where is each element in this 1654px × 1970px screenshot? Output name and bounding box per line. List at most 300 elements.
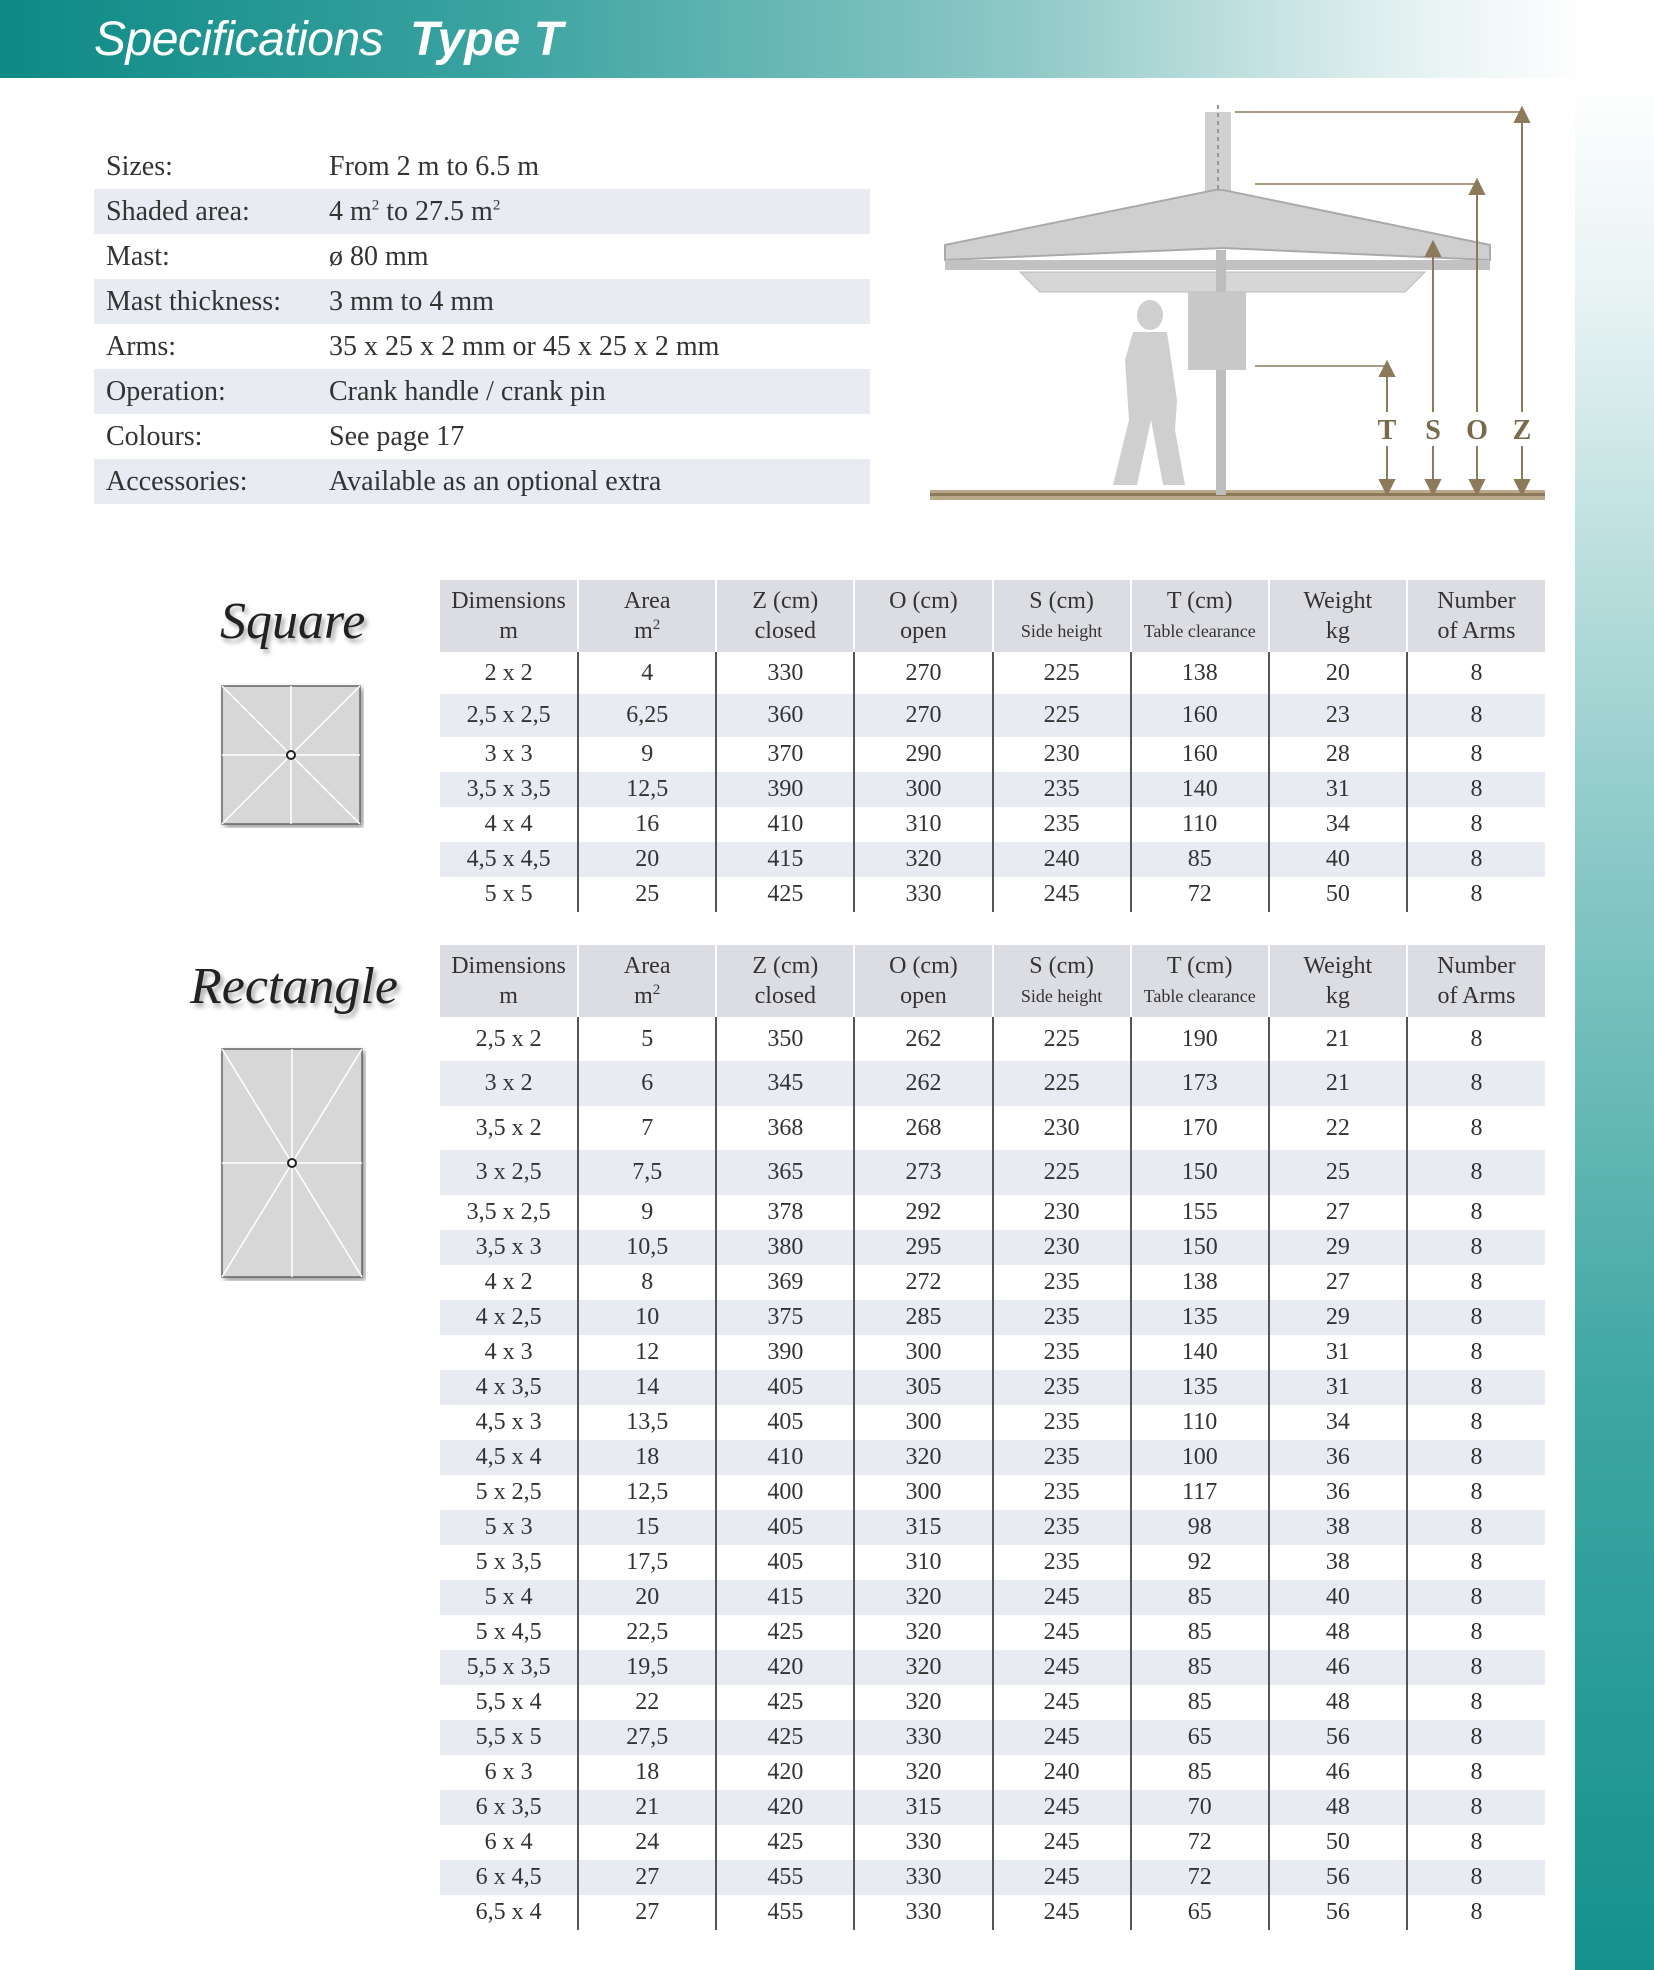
table-cell: 10,5: [578, 1230, 716, 1265]
table-cell: 21: [1269, 1061, 1407, 1106]
table-cell: 140: [1131, 1335, 1269, 1370]
table-cell: 410: [716, 807, 854, 842]
spec-label: Arms:: [106, 330, 176, 362]
spec-label: Colours:: [106, 420, 203, 452]
table-cell: 25: [1269, 1150, 1407, 1195]
table-row: [440, 1860, 1545, 1895]
table-cell: 8: [1407, 1685, 1545, 1720]
table-cell: 72: [1131, 877, 1269, 912]
table-cell: 245: [993, 1825, 1131, 1860]
table-cell: 36: [1269, 1440, 1407, 1475]
table-cell: 8: [1407, 1860, 1545, 1895]
table-cell: 8: [1407, 737, 1545, 772]
table-cell: 300: [854, 772, 992, 807]
table-cell: 135: [1131, 1370, 1269, 1405]
table-cell: 72: [1131, 1825, 1269, 1860]
table-row: [440, 1405, 1545, 1440]
table-cell: 8: [1407, 1300, 1545, 1335]
table-cell: 27: [578, 1860, 716, 1895]
table-cell: 320: [854, 842, 992, 877]
table-cell: 405: [716, 1545, 854, 1580]
table-cell: 5 x 4,5: [475, 1619, 542, 1645]
dimension-letter-t: T: [1377, 415, 1397, 446]
table-row: [440, 1265, 1545, 1300]
table-cell: 3,5 x 3,5: [440, 772, 578, 807]
dimension-letter-z: Z: [1512, 415, 1532, 446]
table-cell: 310: [854, 1545, 992, 1580]
table-cell: 415: [716, 1580, 854, 1615]
table-cell: 8: [1407, 694, 1545, 737]
table-cell: 65: [1131, 1895, 1269, 1930]
table-cell: 3,5 x 2,5: [466, 1199, 551, 1225]
table-cell: 8: [1407, 1895, 1545, 1930]
table-cell: 8: [1407, 1790, 1545, 1825]
page-title: Specifications: [94, 13, 384, 66]
table-cell: 300: [854, 1475, 992, 1510]
table-cell: 2,5 x 2,5: [440, 694, 578, 737]
table-cell: 98: [1131, 1510, 1269, 1545]
table-cell: 320: [854, 1580, 992, 1615]
spec-row: [94, 189, 870, 234]
table-cell: 2,5 x 2: [475, 1025, 542, 1052]
table-cell: 350: [716, 1017, 854, 1061]
rectangle-plan-icon: [218, 1045, 366, 1281]
table-cell: 20: [578, 1580, 716, 1615]
table-cell: 3 x 2,5: [440, 1150, 578, 1195]
table-cell: 272: [854, 1265, 992, 1300]
table-cell: 12: [578, 1335, 716, 1370]
table-cell: 46: [1269, 1755, 1407, 1790]
table-cell: 25: [578, 877, 716, 912]
table-cell: 235: [993, 1370, 1131, 1405]
ground-line: [930, 493, 1545, 496]
table-cell: 400: [716, 1475, 854, 1510]
table-cell: 8: [1407, 1475, 1545, 1510]
square-spec-table: [440, 580, 1545, 912]
table-cell: 405: [716, 1405, 854, 1440]
table-cell: 4 x 3,5: [440, 1370, 578, 1405]
spec-value: 4 $m^2$ to 27.5 $m^2$: [329, 195, 501, 227]
column-header: O (cm) open: [854, 945, 992, 1017]
table-cell: 85: [1131, 1650, 1269, 1685]
table-cell: 4,5 x 4: [440, 1440, 578, 1475]
column-header: S (cm) Side height: [993, 580, 1131, 652]
table-row: [440, 1106, 1545, 1150]
column-header: T (cm) Table clearance: [1131, 580, 1269, 652]
table-cell: 31: [1269, 1335, 1407, 1370]
table-cell: 70: [1131, 1790, 1269, 1825]
table-row: [440, 807, 1545, 842]
table-cell: 6: [578, 1061, 716, 1106]
table-cell: 425: [716, 1720, 854, 1755]
rectangle-spec-table: [440, 945, 1545, 1930]
table-cell: 330: [854, 1825, 992, 1860]
spec-value: 3 mm to 4 mm: [329, 285, 494, 317]
table-cell: 7: [578, 1106, 716, 1150]
table-row: [440, 1061, 1545, 1106]
table-cell: 245: [993, 1685, 1131, 1720]
letter-backdrop: [1373, 412, 1533, 446]
table-cell: 8: [1407, 652, 1545, 694]
table-cell: 8: [1407, 1650, 1545, 1685]
table-cell: 330: [854, 1720, 992, 1755]
spec-value: From 2 m to 6.5 m: [329, 150, 540, 182]
table-cell: 235: [993, 1440, 1131, 1475]
table-cell: 5: [578, 1017, 716, 1061]
table-cell: 6,5 x 4: [475, 1899, 542, 1925]
table-cell: 245: [993, 1860, 1131, 1895]
table-cell: 290: [854, 737, 992, 772]
canopy: [945, 190, 1490, 260]
table-cell: 48: [1269, 1790, 1407, 1825]
table-cell: 48: [1269, 1685, 1407, 1720]
table-cell: 40: [1269, 842, 1407, 877]
table-cell: 34: [1269, 807, 1407, 842]
table-cell: 22: [1269, 1106, 1407, 1150]
column-header: Z (cm) closed: [716, 580, 854, 652]
table-cell: 8: [1407, 1230, 1545, 1265]
table-cell: 23: [1269, 694, 1407, 737]
spec-label: Shaded area:: [106, 195, 250, 227]
table-cell: 100: [1131, 1440, 1269, 1475]
table-cell: 245: [993, 1790, 1131, 1825]
table-cell: 31: [1269, 1370, 1407, 1405]
table-cell: 245: [993, 877, 1131, 912]
table-cell: 22: [578, 1685, 716, 1720]
table-cell: 50: [1269, 1825, 1407, 1860]
table-cell: 22,5: [578, 1615, 716, 1650]
table-row: [440, 842, 1545, 877]
table-row: [440, 1825, 1545, 1860]
table-cell: 415: [716, 842, 854, 877]
spec-value: 35 x 25 x 2 mm or 45 x 25 x 2 mm: [329, 330, 720, 362]
table-cell: 225: [993, 1061, 1131, 1106]
table-cell: 8: [1407, 1545, 1545, 1580]
table-cell: 230: [993, 1195, 1131, 1230]
spec-value: ø 80 mm: [329, 240, 429, 272]
column-header: Dimensions m: [440, 580, 578, 652]
table-header-row: [440, 945, 1545, 1017]
table-cell: 270: [854, 652, 992, 694]
table-cell: 8: [1407, 1335, 1545, 1370]
table-cell: 245: [993, 1895, 1131, 1930]
table-cell: 17,5: [578, 1545, 716, 1580]
column-header: Area $m^2$: [578, 580, 716, 652]
person-silhouette: [1113, 332, 1185, 485]
table-cell: 4: [578, 652, 716, 694]
table-cell: 12,5: [578, 1475, 716, 1510]
spec-row: [94, 414, 870, 459]
table-cell: 240: [993, 1755, 1131, 1790]
table-cell: 425: [716, 1685, 854, 1720]
table-cell: 8: [1407, 1405, 1545, 1440]
table-cell: 85: [1131, 1580, 1269, 1615]
spec-value: Crank handle / crank pin: [329, 375, 606, 407]
spec-label: Mast thickness:: [106, 285, 281, 317]
table-cell: 235: [993, 1335, 1131, 1370]
square-plan-icon: [218, 682, 364, 828]
table-cell: 7,5: [578, 1150, 716, 1195]
table-cell: 305: [854, 1370, 992, 1405]
spec-label: Sizes:: [106, 150, 173, 182]
table-cell: 245: [993, 1580, 1131, 1615]
table-cell: 16: [578, 807, 716, 842]
table-cell: 273: [854, 1150, 992, 1195]
table-cell: 38: [1269, 1545, 1407, 1580]
table-row: [440, 1580, 1545, 1615]
table-cell: 65: [1131, 1720, 1269, 1755]
rectangle-section-title: Rectangle: [190, 958, 398, 1015]
table-row: [440, 1755, 1545, 1790]
table-cell: 170: [1131, 1106, 1269, 1150]
table-cell: 12,5: [578, 772, 716, 807]
folded-canopy: [1188, 292, 1246, 370]
table-cell: 390: [716, 772, 854, 807]
spec-value: Available as an optional extra: [329, 465, 662, 497]
header-banner: [0, 0, 1654, 78]
table-cell: 245: [993, 1720, 1131, 1755]
table-cell: 5 x 5: [484, 881, 533, 907]
table-cell: 295: [854, 1230, 992, 1265]
table-cell: 48: [1269, 1615, 1407, 1650]
spec-row: [94, 369, 870, 414]
spec-row: [94, 144, 870, 189]
decorative-side-band: [1575, 78, 1654, 1970]
spec-row: [94, 234, 870, 279]
table-cell: 31: [1269, 772, 1407, 807]
table-cell: 18: [578, 1440, 716, 1475]
table-cell: 410: [716, 1440, 854, 1475]
table-cell: 425: [716, 1615, 854, 1650]
table-cell: 225: [993, 1150, 1131, 1195]
table-cell: 8: [1407, 772, 1545, 807]
table-cell: 38: [1269, 1510, 1407, 1545]
spec-value: See page 17: [329, 420, 465, 452]
table-cell: 330: [854, 1895, 992, 1930]
table-cell: 230: [993, 1230, 1131, 1265]
table-cell: 6 x 4,5: [440, 1860, 578, 1895]
table-cell: 138: [1131, 652, 1269, 694]
table-cell: 27: [578, 1895, 716, 1930]
table-cell: 330: [854, 1860, 992, 1895]
table-row: [440, 772, 1545, 807]
table-cell: 300: [854, 1405, 992, 1440]
table-cell: 5,5 x 3,5: [440, 1650, 578, 1685]
table-cell: 390: [716, 1335, 854, 1370]
table-cell: 6 x 3: [484, 1759, 533, 1785]
table-cell: 225: [993, 1017, 1131, 1061]
table-cell: 320: [854, 1685, 992, 1720]
table-row: [440, 877, 1545, 912]
square-section-title: Square: [220, 593, 366, 650]
table-cell: 285: [854, 1300, 992, 1335]
table-row: [440, 1335, 1545, 1370]
table-cell: 320: [854, 1615, 992, 1650]
table-row: [440, 1300, 1545, 1335]
table-row: [440, 1615, 1545, 1650]
table-cell: 420: [716, 1790, 854, 1825]
mast: [1216, 250, 1226, 495]
table-cell: 20: [1269, 652, 1407, 694]
table-cell: 455: [716, 1895, 854, 1930]
column-header: S (cm) Side height: [993, 945, 1131, 1017]
table-cell: 368: [716, 1106, 854, 1150]
table-cell: 6 x 3,5: [440, 1790, 578, 1825]
table-cell: 315: [854, 1510, 992, 1545]
table-cell: 8: [1407, 1510, 1545, 1545]
parasol-dimension-diagram: [925, 100, 1550, 510]
table-cell: 8: [1407, 1370, 1545, 1405]
table-cell: 9: [578, 1195, 716, 1230]
table-row: [440, 737, 1545, 772]
table-cell: 14: [578, 1370, 716, 1405]
product-type: Type T: [410, 13, 563, 66]
table-cell: 320: [854, 1440, 992, 1475]
table-cell: 245: [993, 1650, 1131, 1685]
table-cell: 235: [993, 1545, 1131, 1580]
table-cell: 4 x 2: [484, 1269, 533, 1295]
table-cell: 50: [1269, 877, 1407, 912]
person-head: [1137, 300, 1163, 330]
column-header: Dimensions m: [440, 945, 578, 1017]
table-cell: 160: [1131, 694, 1269, 737]
table-cell: 72: [1131, 1860, 1269, 1895]
table-cell: 262: [854, 1017, 992, 1061]
spec-label: Operation:: [106, 375, 226, 407]
table-cell: 135: [1131, 1300, 1269, 1335]
table-cell: 4,5 x 3: [475, 1409, 542, 1435]
table-cell: 8: [1407, 807, 1545, 842]
table-cell: 8: [1407, 1615, 1545, 1650]
table-cell: 425: [716, 1825, 854, 1860]
table-row: [440, 1230, 1545, 1265]
column-header: Z (cm) closed: [716, 945, 854, 1017]
table-cell: 3 x 3: [484, 741, 533, 767]
table-cell: 8: [1407, 877, 1545, 912]
table-row: [440, 1017, 1545, 1061]
table-cell: 310: [854, 807, 992, 842]
table-cell: 8: [1407, 1755, 1545, 1790]
table-row: [440, 1720, 1545, 1755]
column-header: O (cm) open: [854, 580, 992, 652]
spec-row: [94, 279, 870, 324]
table-cell: 268: [854, 1106, 992, 1150]
table-cell: 425: [716, 877, 854, 912]
table-cell: 117: [1131, 1475, 1269, 1510]
table-cell: 85: [1131, 842, 1269, 877]
table-cell: 420: [716, 1650, 854, 1685]
table-cell: 190: [1131, 1017, 1269, 1061]
table-cell: 4 x 3: [484, 1339, 533, 1365]
table-cell: 56: [1269, 1720, 1407, 1755]
table-cell: 3,5 x 2: [475, 1114, 542, 1141]
table-cell: 405: [716, 1510, 854, 1545]
table-cell: 360: [716, 694, 854, 737]
table-cell: 8: [1407, 1061, 1545, 1106]
table-cell: 8: [1407, 1440, 1545, 1475]
table-cell: 455: [716, 1860, 854, 1895]
table-cell: 2 x 2: [484, 659, 533, 686]
table-cell: 5 x 3,5: [475, 1549, 542, 1575]
dimension-letter-s: S: [1425, 415, 1441, 446]
table-cell: 15: [578, 1510, 716, 1545]
table-row: [440, 1545, 1545, 1580]
table-cell: 173: [1131, 1061, 1269, 1106]
table-cell: 380: [716, 1230, 854, 1265]
table-cell: 369: [716, 1265, 854, 1300]
table-cell: 3,5 x 3: [440, 1230, 578, 1265]
table-row: [440, 694, 1545, 737]
column-header: Number of Arms: [1407, 945, 1545, 1017]
table-cell: 320: [854, 1650, 992, 1685]
table-row: [440, 1370, 1545, 1405]
table-cell: 235: [993, 1510, 1131, 1545]
table-cell: 138: [1131, 1265, 1269, 1300]
table-cell: 365: [716, 1150, 854, 1195]
table-cell: 235: [993, 1475, 1131, 1510]
table-cell: 19,5: [578, 1650, 716, 1685]
table-cell: 46: [1269, 1650, 1407, 1685]
table-cell: 235: [993, 1300, 1131, 1335]
table-row: [440, 1790, 1545, 1825]
table-cell: 8: [1407, 1720, 1545, 1755]
table-cell: 13,5: [578, 1405, 716, 1440]
table-cell: 8: [1407, 1825, 1545, 1860]
table-cell: 10: [578, 1300, 716, 1335]
table-cell: 230: [993, 1106, 1131, 1150]
table-cell: 230: [993, 737, 1131, 772]
column-header: Number of Arms: [1407, 580, 1545, 652]
table-cell: 270: [854, 694, 992, 737]
table-cell: 5 x 2,5: [475, 1479, 542, 1505]
table-cell: 150: [1131, 1150, 1269, 1195]
spec-row: [94, 459, 870, 504]
table-cell: 21: [1269, 1017, 1407, 1061]
table-cell: 5,5 x 4: [475, 1689, 542, 1715]
table-row: [440, 1150, 1545, 1195]
table-cell: 85: [1131, 1685, 1269, 1720]
table-cell: 8: [1407, 1150, 1545, 1195]
table-cell: 225: [993, 652, 1131, 694]
table-cell: 29: [1269, 1230, 1407, 1265]
table-cell: 5 x 4: [440, 1580, 578, 1615]
table-cell: 140: [1131, 772, 1269, 807]
table-cell: 8: [1407, 1265, 1545, 1300]
table-row: [440, 1650, 1545, 1685]
table-cell: 378: [716, 1195, 854, 1230]
table-cell: 28: [1269, 737, 1407, 772]
table-cell: 235: [993, 1265, 1131, 1300]
column-header: Area $m^2$: [578, 945, 716, 1017]
table-cell: 27: [1269, 1195, 1407, 1230]
table-cell: 8: [578, 1265, 716, 1300]
table-cell: 225: [993, 694, 1131, 737]
column-header: Weight kg: [1269, 580, 1407, 652]
table-row: [440, 1510, 1545, 1545]
table-cell: 3 x 2: [440, 1061, 578, 1106]
table-cell: 36: [1269, 1475, 1407, 1510]
table-cell: 18: [578, 1755, 716, 1790]
table-cell: 85: [1131, 1615, 1269, 1650]
column-header: T (cm) Table clearance: [1131, 945, 1269, 1017]
table-header-row: [440, 580, 1545, 652]
table-cell: 8: [1407, 1017, 1545, 1061]
spec-row: [94, 324, 870, 369]
table-cell: 4 x 2,5: [440, 1300, 578, 1335]
table-cell: 56: [1269, 1860, 1407, 1895]
table-cell: 330: [854, 877, 992, 912]
table-cell: 4,5 x 4,5: [440, 842, 578, 877]
